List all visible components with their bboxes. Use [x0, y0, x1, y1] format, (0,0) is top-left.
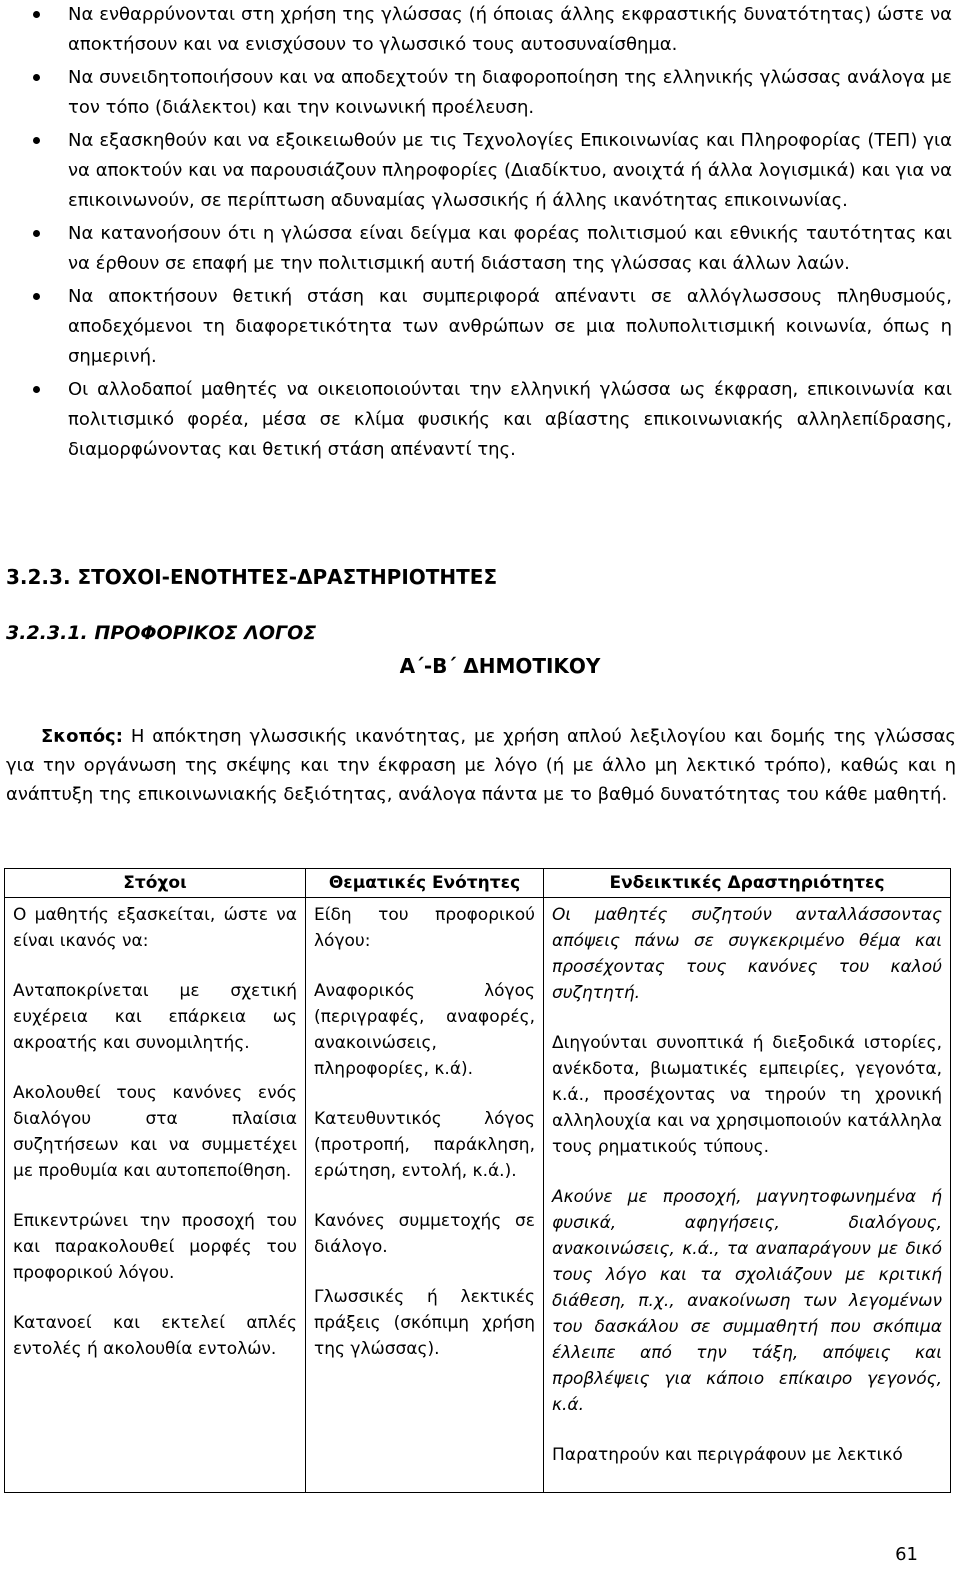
activities-cell: [544, 898, 951, 1493]
table-header-row: [5, 869, 951, 898]
bullet-icon: [33, 293, 40, 300]
column-header-themes: Θεματικές Ενότητες: [306, 869, 544, 898]
theme-item: Γλωσσικές ή λεκτικές πράξεις (σκόπιμη χρήση της γλώσσας).: [314, 1287, 535, 1359]
goal-text: Η απόκτηση γλωσσικής ικανότητας, με χρήση απλού λεξιλογίου και δομής της γλώσσας για την οργάνωση της σκέψης και την έκφραση με λόγο (ή με άλλο μη λεκτικό τρόπο), καθώς και η ανάπτυξη της επικοινωνιακής δεξιότητας, ανάλογα πάντα με το βαθμό δυνατότητας του κάθε μαθητή.: [6, 726, 956, 805]
theme-item: Κατευθυντικός λόγος (προτροπή, παράκληση, ερώτηση, εντολή, κ.ά.).: [314, 1109, 535, 1181]
activity-item: Οι μαθητές συζητούν ανταλλάσσοντας απόψεις πάνω σε συγκεκριμένο θέμα και προσέχοντας τους κανόνες του καλού συζητητή.: [552, 905, 942, 1003]
column-header-goals: Στόχοι: [5, 869, 306, 898]
activity-item: Διηγούνται συνοπτικά ή διεξοδικά ιστορίες, ανέκδοτα, βιωματικές εμπειρίες, γεγονότα, κ.ά., προσέχοντας να τηρούν τη χρονική αλληλουχία και να χρησιμοποιούν κατάλληλα τους ρηματικούς τύπους.: [552, 1033, 942, 1157]
goal-item: Ο μαθητής εξασκείται, ώστε να είναι ικανός να:: [13, 905, 297, 951]
bullet-icon: [33, 137, 40, 144]
bullet-item: Οι αλλοδαποί μαθητές να οικειοποιούνται την ελληνική γλώσσα ως έκφραση, επικοινωνία και πολιτισμικό φορέα, μέσα σε κλίμα φυσικής και αβίαστης επικοινωνιακής αλληλεπίδρασης, διαμορφώνοντας και θετική στάση απέναντί της.: [30, 375, 952, 465]
themes-cell: [306, 898, 544, 1493]
goal-item: Κατανοεί και εκτελεί απλές εντολές ή ακολουθία εντολών.: [13, 1313, 297, 1359]
goal-label: Σκοπός:: [41, 726, 123, 747]
theme-item: Αναφορικός λόγος (περιγραφές, αναφορές, ανακοινώσεις, πληροφορίες, κ.ά).: [314, 981, 535, 1079]
activity-item: Παρατηρούν και περιγράφουν με λεκτικό: [552, 1445, 903, 1465]
bullet-item: Να εξασκηθούν και να εξοικειωθούν με τις Τεχνολογίες Επικοινωνίας και Πληροφορίας (ΤΕΠ) για να αποκτούν και να παρουσιάζουν πληροφορίες (Διαδίκτυο, ανοιχτά ή άλλα λογισμικά) και για να επικοινωνούν, σε περίπτωση αδυναμίας γλωσσικής ή άλλης ικανότητας επικοινωνίας.: [30, 126, 952, 216]
bullet-icon: [33, 230, 40, 237]
theme-item: Είδη του προφορικού λόγου:: [314, 905, 535, 951]
bullet-icon: [33, 74, 40, 81]
goal-item: Επικεντρώνει την προσοχή του και παρακολουθεί μορφές του προφορικού λόγου.: [13, 1211, 297, 1283]
bullet-icon: [33, 11, 40, 18]
page-number: 61: [895, 1544, 918, 1565]
goals-cell: [5, 898, 306, 1493]
grade-heading: Α΄-Β΄ ΔΗΜΟΤΙΚΟΥ: [399, 654, 601, 678]
goal-item: Ανταποκρίνεται με σχετική ευχέρεια και επάρκεια ως ακροατής και συνομιλητής.: [13, 981, 297, 1053]
goal-paragraph: [6, 722, 956, 809]
section-title: 3.2.3. ΣΤΟΧΟΙ-ΕΝΟΤΗΤΕΣ-ΔΡΑΣΤΗΡΙΟΤΗΤΕΣ: [6, 565, 498, 589]
table-row: [5, 898, 951, 1493]
bullet-item: Να ενθαρρύνονται στη χρήση της γλώσσας (ή όποιας άλλης εκφραστικής δυνατότητας) ώστε να αποκτήσουν και να ενισχύσουν το γλωσσικό τους αυτοσυναίσθημα.: [30, 0, 952, 60]
theme-item: Κανόνες συμμετοχής σε διάλογο.: [314, 1211, 535, 1257]
column-header-activities: Ενδεικτικές Δραστηριότητες: [544, 869, 951, 898]
goal-item: Ακολουθεί τους κανόνες ενός διαλόγου στα πλαίσια συζητήσεων και να συμμετέχει με προθυμία και αυτοπεποίθηση.: [13, 1083, 297, 1181]
bullet-item: Να αποκτήσουν θετική στάση και συμπεριφορά απέναντι σε αλλόγλωσσους πληθυσμούς, αποδεχόμενοι τη διαφορετικότητα των ανθρώπων σε μια πολυπολιτισμική κοινωνία, όπως η σημερινή.: [30, 282, 952, 372]
curriculum-table: [4, 868, 951, 1493]
bullet-item: Να συνειδητοποιήσουν και να αποδεχτούν τη διαφοροποίηση της ελληνικής γλώσσας ανάλογα με τον τόπο (διάλεκτοι) και την κοινωνική προέλευση.: [30, 63, 952, 123]
subsection-title: 3.2.3.1. ΠΡΟΦΟΡΙΚΟΣ ΛΟΓΟΣ: [6, 622, 317, 644]
bullet-icon: [33, 386, 40, 393]
bullet-list: [30, 0, 952, 468]
activity-item: Ακούνε με προσοχή, μαγνητοφωνημένα ή φυσικά, αφηγήσεις, διαλόγους, ανακοινώσεις, κ.ά., τα αναπαράγουν με δικό τους λόγο και τα σχολιάζουν με κριτική διάθεση, π.χ., ανακοίνωση των λεγομένων του δασκάλου σε συμμαθητή που σκόπιμα έλλειπε από την τάξη, απόψεις και προβλέψεις για κάποιο επίκαιρο γεγονός, κ.ά.: [552, 1187, 942, 1415]
bullet-item: Να κατανοήσουν ότι η γλώσσα είναι δείγμα και φορέας πολιτισμού και εθνικής ταυτότητας και να έρθουν σε επαφή με την πολιτισμική αυτή διάσταση της γλώσσας και άλλων λαών.: [30, 219, 952, 279]
